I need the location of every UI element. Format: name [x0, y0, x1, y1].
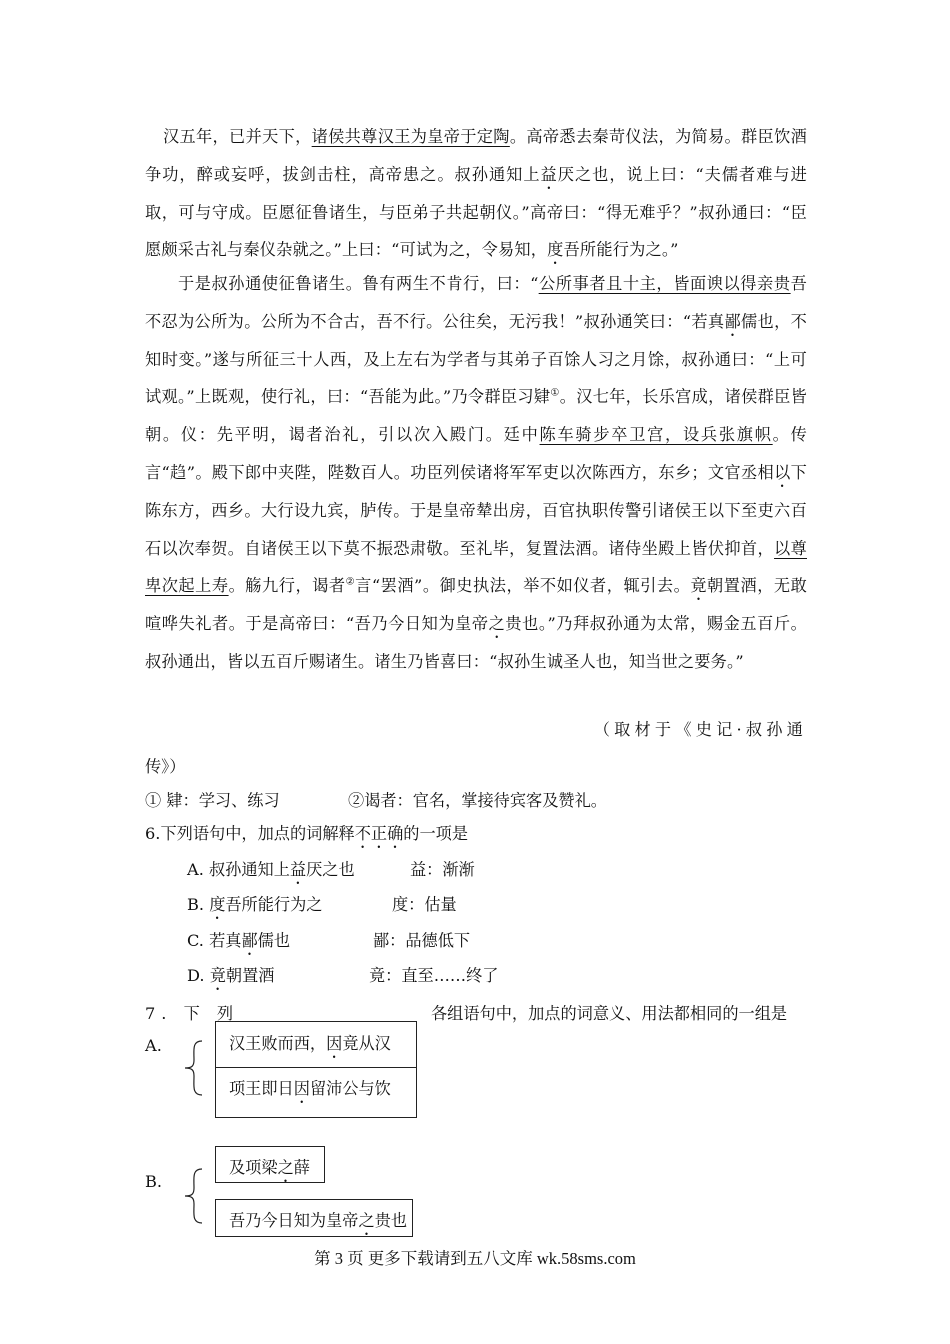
footnotes — [145, 787, 607, 811]
q6-option-b-gloss: 度：估量 — [392, 895, 457, 914]
passage-text: 下陈东方，西乡。大行设九宾，胪传。于是皇帝辇出房，百官执职传警引诸侯王以下至吏六百石以次奉贺。自诸侯王以下莫不振恐肃敬。至礼毕，复置法酒。诸侍坐殿上皆伏抑首， — [145, 462, 807, 558]
passage-paragraph-2 — [145, 265, 807, 681]
passage-text: 贵也。”乃拜叔孙通为太常，赐金五百斤。叔孙通出，皆以五百斤赐诸生。诸生乃皆喜曰：“叔孙生诚圣人也，知当世之要务。” — [145, 614, 807, 671]
source-citation: （取材于《史记·叔孙通 — [593, 720, 807, 739]
question-6-stem: 6.下列语句中，加点的词解释不正确的一项是 — [145, 824, 469, 843]
dotted-word: 竟 — [690, 576, 708, 596]
passage-text: 。觞九行，谒者 — [228, 576, 346, 596]
footnote-marker: ② — [345, 576, 356, 588]
source-citation-cont: 传》） — [145, 757, 186, 776]
footnote-marker: ① — [550, 388, 560, 399]
page-footer: 第 3 页 更多下载请到五八文库 wk.58sms.com — [314, 1249, 636, 1268]
passage-text: 。传言“趋”。殿下郎中夹陛，陛数百人。功臣列侯诸将军军吏以次陈西方，东乡；文官丞相 — [145, 425, 807, 482]
question-7-number: 7. 下 列 — [145, 1004, 240, 1023]
passage-text: 吾不忍为公所为。公所为不合古，吾不行。公往矣，无污我！”叔孙通笑曰：“若真 — [145, 274, 807, 331]
dotted-word: 益 — [540, 164, 558, 184]
brace-icon — [182, 1040, 206, 1096]
underlined-sentence: 公所事者且十主，皆面谀以得亲贵 — [538, 274, 791, 293]
underlined-sentence: 以尊卑次起上寿 — [145, 538, 807, 596]
q6-option-c: C. 若真鄙儒也 鄙：品德低下 — [187, 927, 290, 959]
q7-option-a-label: A. — [145, 1036, 162, 1055]
underlined-sentence: 诸侯共尊汉王为皇帝于定陶 — [311, 127, 510, 146]
q6-option-d: D. 竟朝置酒 竟：直至……终了 — [187, 962, 274, 994]
q6-option-a: A. 叔孙通知上益厌之也 益：渐渐 — [187, 856, 355, 888]
footnote-1: ① 肄：学习、练习 — [145, 791, 280, 810]
dotted-word: 鄙 — [724, 311, 741, 331]
q7-option-a-box — [215, 1021, 417, 1118]
passage-text: 儒也，不知时变。”遂与所征三十人西，及上左右为学者与其弟子百馀人习之月馀，叔孙通曰：“上可试观。”上既观，使行礼，曰：“吾能为此。”乃令群臣习肄 — [145, 311, 807, 407]
q6-option-c-gloss: 鄙：品德低下 — [373, 931, 471, 950]
passage-paragraph-1 — [145, 118, 807, 269]
passage-text: 吾所能行为之。” — [563, 240, 679, 260]
passage-text: 汉五年，已并天下， — [163, 127, 312, 146]
q6-option-a-gloss: 益：渐渐 — [410, 860, 475, 879]
brace-icon — [182, 1168, 206, 1224]
q7-b-line-1-box: 及项梁之薛 — [215, 1146, 325, 1183]
underlined-sentence: 陈车骑步卒卫宫，设兵张旗帜 — [539, 425, 773, 445]
q6-option-b: B. 度吾所能行为之 度：估量 — [187, 891, 323, 923]
box-divider — [216, 1067, 416, 1068]
passage-text: 朝置酒，无敢喧哗失礼者。于是高帝曰：“吾乃今日知为皇帝 — [145, 576, 808, 634]
passage-text: 。高帝悉去秦苛仪法，为简易。群臣饮酒争功，醉或妄呼，拔剑击柱，高帝患之。叔孙通知上 — [145, 127, 807, 184]
dotted-word: 以 — [774, 462, 791, 482]
footnote-2: ②谒者：官名，掌接待宾客及赞礼。 — [348, 791, 607, 810]
dotted-word: 之 — [488, 614, 506, 634]
question-7-stem: 各组语句中，加点的词意义、用法都相同的一组是 — [431, 1004, 788, 1023]
q7-option-b-label: B. — [145, 1172, 163, 1191]
passage-text: 。汉七年，长乐宫成，诸侯群臣皆朝。仪：先平明，谒者治礼，引以次入殿门。廷中 — [145, 387, 808, 445]
dotted-word: 度 — [547, 240, 564, 260]
q7-a-line-1: 汉王败而西，因竟从汉 — [229, 1034, 391, 1053]
q7-a-line-2: 项王即日因留沛公与饮 — [229, 1079, 391, 1098]
q7-b-line-2-box: 吾乃今日知为皇帝之贵也 — [215, 1199, 413, 1237]
q6-option-d-gloss: 竟：直至……终了 — [369, 966, 499, 985]
passage-text: 言“罢酒”。御史执法，举不如仪者，辄引去。 — [355, 576, 691, 596]
passage-text: 厌之也，说上曰：“夫儒者难与进取，可与守成。臣愿征鲁诸生，与臣弟子共起朝仪。”高帝曰：“得无难乎？”叔孙通曰：“臣愿颇采古礼与秦仪杂就之。”上曰：“可试为之，令易知， — [145, 164, 807, 260]
passage-text: 于是叔孙通使征鲁诸生。鲁有两生不肯行，曰：“ — [178, 274, 539, 293]
